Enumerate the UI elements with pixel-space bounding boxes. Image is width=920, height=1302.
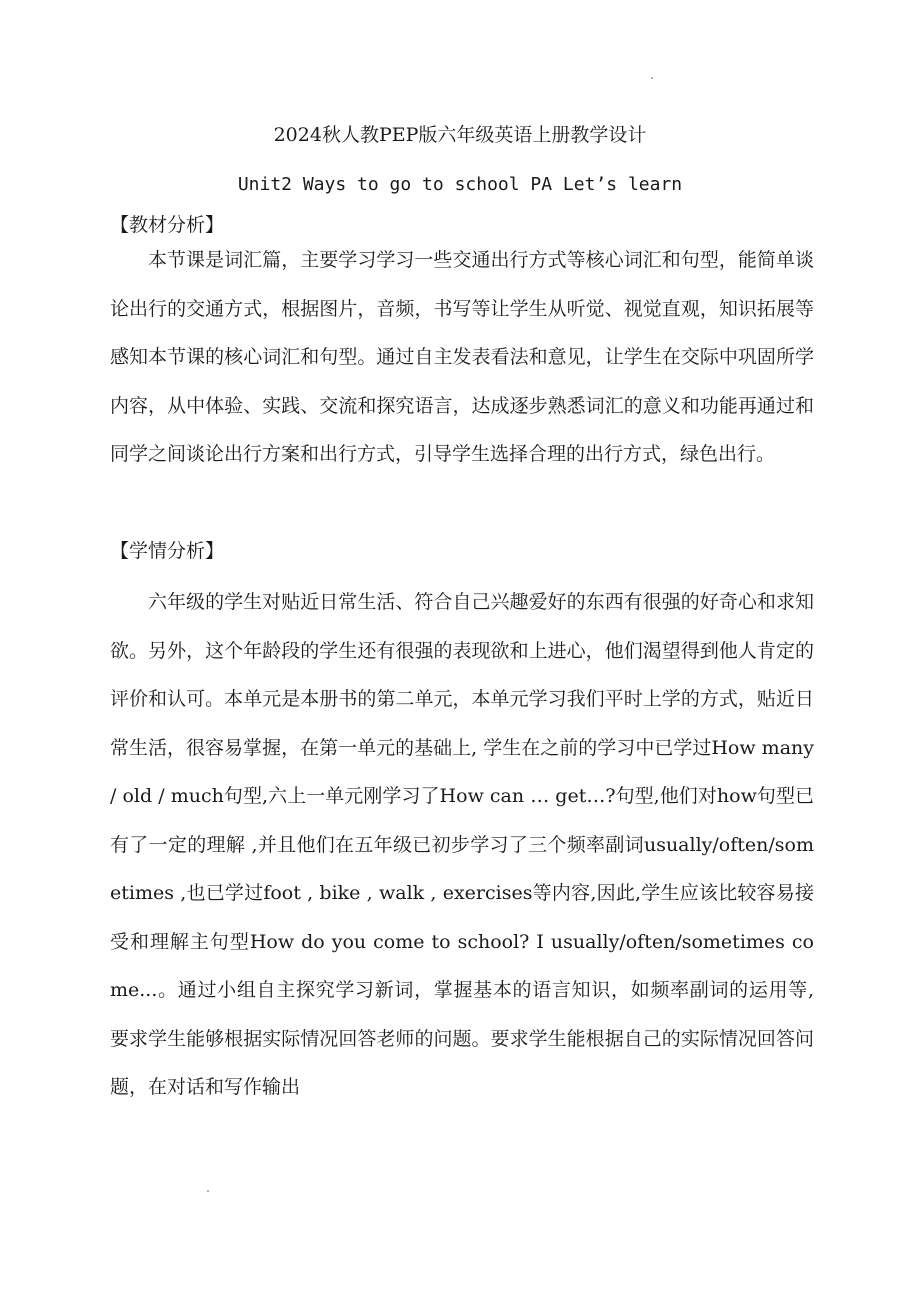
- scan-speck: [651, 77, 653, 79]
- section-body-textbook-analysis: 本节课是词汇篇，主要学习学习一些交通出行方式等核心词汇和句型，能简单谈论出行的交通方式，根据图片，音频，书写等让学生从听觉、视觉直观，知识拓展等感知本节课的核心词汇和句型。通过自主发表看法和意见，让学生在交际中巩固所学内容，从中体验、实践、交流和探究语言，达成逐步熟悉词汇的意义和功能再通过和同学之间谈论出行方案和出行方式，引导学生选择合理的出行方式，绿色出行。: [110, 249, 814, 465]
- document-subtitle: Unit2 Ways to go to school PA Let’s learn: [237, 174, 683, 195]
- scan-speck: [207, 1190, 209, 1192]
- document-title: 2024秋人教PEP版六年级英语上册教学设计: [273, 124, 647, 146]
- section-body-student-analysis: 六年级的学生对贴近日常生活、符合自己兴趣爱好的东西有很强的好奇心和求知欲。另外，这个年龄段的学生还有很强的表现欲和上进心，他们渴望得到他人肯定的评价和认可。本单元是本册书的第二单元，本单元学习我们平时上学的方式，贴近日常生活，很容易掌握，在第一单元的基础上, 学生在之前的学习中已学过How many / old / much句型,六上一单元刚学习了How can … get…?句型,他们对how句型已有了一定的理解 ,并且他们在五年级已初步学习了三个频率副词usually/often/sometimes ,也已学过foot , bike , walk , exercises等内容,因此,学生应该比较容易接受和理解主句型How do you come to school? I usually/often/sometimes come...。通过小组自主探究学习新词，掌握基本的语言知识，如频率副词的运用等, 要求学生能够根据实际情况回答老师的问题。要求学生能根据自己的实际情况回答问题，在对话和写作输出: [110, 591, 814, 1098]
- section-heading-textbook-analysis: 【教材分析】: [110, 214, 225, 236]
- section-heading-student-analysis: 【学情分析】: [110, 540, 225, 562]
